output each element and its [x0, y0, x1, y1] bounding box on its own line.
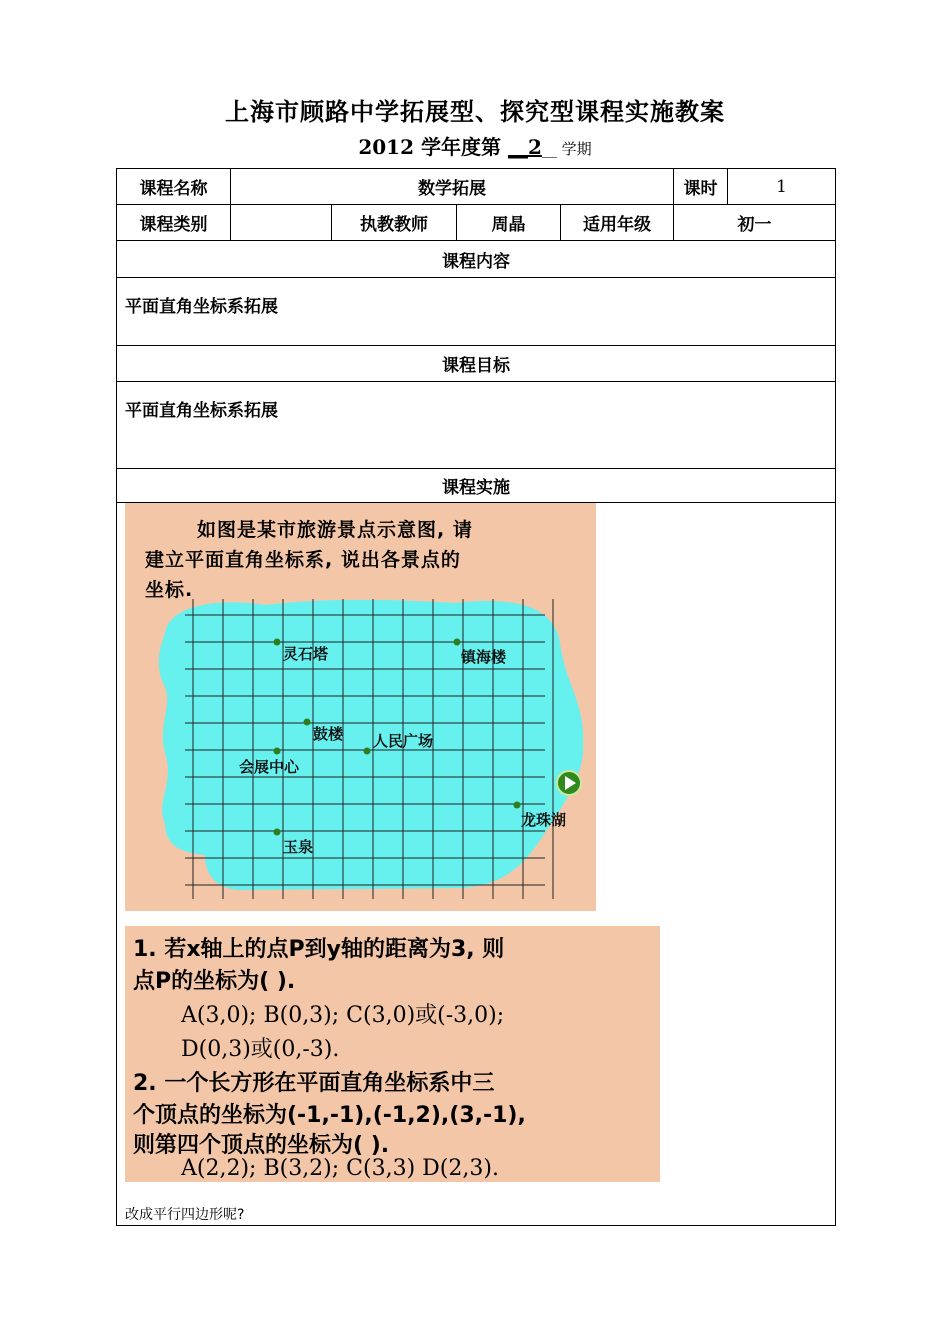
- grade-label: 适用年级: [561, 205, 674, 241]
- course-type-label: 课程类别: [117, 205, 231, 241]
- goal-header: 课程目标: [117, 346, 836, 382]
- place-point: [274, 639, 281, 646]
- place-point: [274, 829, 281, 836]
- prompt-line-3: 坐标.: [145, 579, 194, 601]
- course-type-value: [231, 205, 332, 241]
- lesson-plan-table: [116, 168, 836, 1226]
- q1-options-1: A(3,0); B(0,3); C(3,0)或(-3,0);: [181, 1003, 505, 1028]
- q2-line2: 个顶点的坐标为(-1,-1),(-1,2),(3,-1),: [133, 1103, 526, 1128]
- place-label: 镇海楼: [461, 648, 507, 666]
- term-line: [0, 131, 950, 160]
- question-slide: [125, 926, 660, 1182]
- place-label: 龙珠湖: [521, 811, 567, 829]
- teacher-label: 执教教师: [332, 205, 457, 241]
- course-name-value: 数学拓展: [231, 169, 674, 205]
- q2-options: A(2,2); B(3,2); C(3,3) D(2,3).: [181, 1156, 499, 1181]
- place-point: [454, 639, 461, 646]
- content-text: 平面直角坐标系拓展: [117, 278, 836, 346]
- q1-options-2: D(0,3)或(0,-3).: [181, 1037, 340, 1062]
- place-label: 会展中心: [239, 758, 300, 776]
- place-point: [364, 748, 371, 755]
- map-slide: [125, 503, 596, 911]
- place-point: [304, 719, 311, 726]
- year-text: 2012 学年度第: [358, 135, 508, 159]
- goal-text: 平面直角坐标系拓展: [117, 382, 836, 469]
- place-label: 鼓楼: [313, 725, 344, 743]
- q2-line1: 2. 一个长方形在平面直角坐标系中三: [133, 1071, 495, 1096]
- impl-content: [117, 503, 836, 1226]
- place-label: 人民广场: [373, 732, 434, 750]
- grade-value: 初一: [674, 205, 836, 241]
- q1-line1: 1. 若x轴上的点P到y轴的距离为3, 则: [133, 937, 505, 962]
- prompt-line-2: 建立平面直角坐标系, 说出各景点的: [145, 549, 461, 571]
- impl-header: 课程实施: [117, 469, 836, 503]
- hours-label: 课时: [674, 169, 728, 205]
- q1-line2: 点P的坐标为( ).: [133, 969, 296, 994]
- lake-area: [159, 600, 583, 890]
- hours-value: 1: [728, 169, 836, 205]
- teacher-value: 周晶: [457, 205, 561, 241]
- course-name-label: 课程名称: [117, 169, 231, 205]
- q2-line3: 则第四个顶点的坐标为( ).: [133, 1133, 390, 1158]
- term-suffix: __ 学期: [541, 140, 592, 158]
- content-header: 课程内容: [117, 241, 836, 278]
- place-point: [514, 802, 521, 809]
- place-point: [274, 748, 281, 755]
- place-label: 灵石塔: [283, 645, 329, 663]
- place-label: 玉泉: [283, 838, 314, 856]
- parallelogram-note: 改成平行四边形呢?: [125, 1207, 245, 1223]
- term-number: __2: [507, 135, 542, 159]
- map-prompt: [145, 515, 585, 605]
- prompt-line-1: 如图是某市旅游景点示意图, 请: [197, 519, 473, 541]
- page-title: 上海市顾路中学拓展型、探究型课程实施教案: [225, 97, 725, 126]
